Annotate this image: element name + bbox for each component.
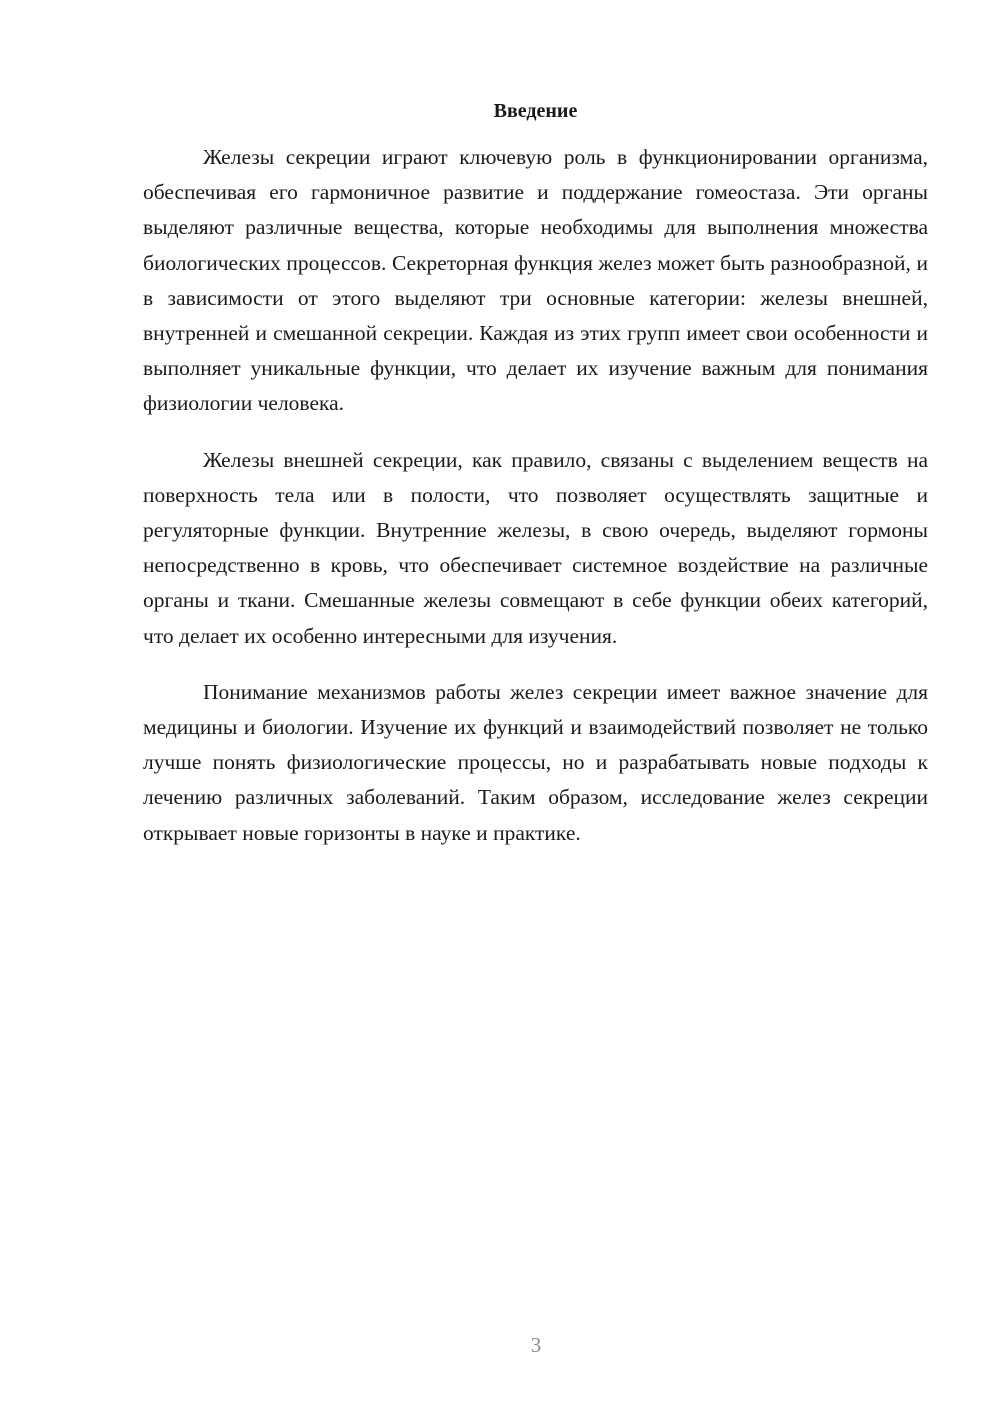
paragraph-3: Понимание механизмов работы желез секреции имеет важное значение для медицины и биологии. Изучение их функций и взаимодействий позволяет не только лучше понять физиологические процессы, но и разрабатывать новые подходы к лечению различных заболеваний. Таким образом, исследование желез секреции открывает новые горизонты в науке и практике. (143, 679, 928, 845)
page-number: 3 (530, 1333, 542, 1357)
page-content (143, 96, 928, 872)
section-title: Введение (493, 100, 578, 122)
paragraph-2: Железы внешней секреции, как правило, связаны с выделением веществ на поверхность тела или в полости, что позволяет осуществлять защитные и регуляторные функции. Внутренние железы, в свою очередь, выделяют гормоны непосредственно в кровь, что обеспечивает системное воздействие на различные органы и ткани. Смешанные железы совмещают в себе функции обеих категорий, что делает их особенно интересными для изучения. (143, 447, 928, 648)
paragraph-1: Железы секреции играют ключевую роль в функционировании организма, обеспечивая его гармоничное развитие и поддержание гомеостаза. Эти органы выделяют различные вещества, которые необходимы для выполнения множества биологических процессов. Секреторная функция желез может быть разнообразной, и в зависимости от этого выделяют три основные категории: железы внешней, внутренней и смешанной секреции. Каждая из этих групп имеет свои особенности и выполняет уникальные функции, что делает их изучение важным для понимания физиологии человека. (143, 145, 928, 416)
